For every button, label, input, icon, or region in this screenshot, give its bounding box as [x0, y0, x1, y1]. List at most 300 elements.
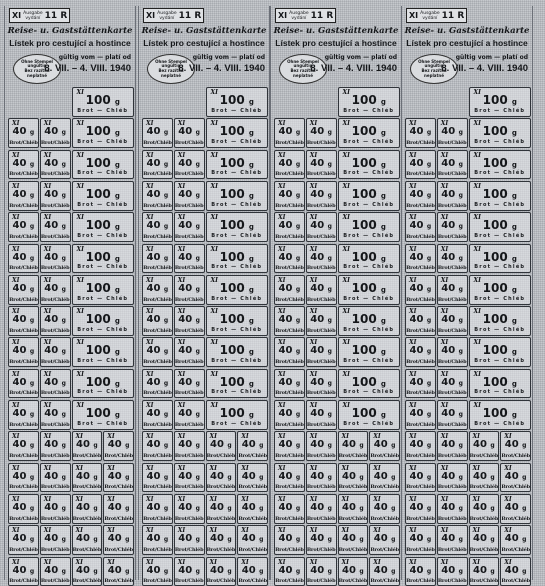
coupon-roman: XI — [146, 558, 154, 566]
coupon-amount: 40 g — [409, 345, 432, 357]
coupon-100g — [206, 369, 269, 399]
coupon-40g — [40, 369, 71, 399]
coupon-roman: XI — [76, 151, 84, 159]
coupon-label: Brot/Chléb — [501, 578, 530, 585]
coupon-label: Brot — Chléb — [474, 264, 526, 271]
coupon-roman: XI — [177, 245, 186, 253]
coupon-unit: g — [227, 567, 232, 575]
coupon-label: Brot/Chléb — [174, 140, 204, 147]
coupon-40g — [274, 306, 305, 336]
coupon-amount: 40 g — [241, 533, 264, 545]
coupon-amount: 40 g — [278, 220, 301, 232]
coupon-unit: g — [490, 567, 495, 575]
coupon-40g — [500, 431, 531, 461]
coupon-label: Brot — Chléb — [343, 358, 395, 365]
coupon-amount: 40 g — [441, 251, 463, 263]
coupon-amount: 40 g — [278, 470, 301, 482]
coupon-label: Brot/Chléb — [174, 171, 204, 178]
coupon-amount: 40 g — [12, 188, 35, 200]
coupon-roman: XI — [76, 370, 84, 378]
coupon-amount: 100 g — [482, 93, 517, 107]
coupon-40g — [274, 400, 305, 430]
coupon-amount: 100 g — [219, 249, 254, 264]
coupon-amount: 40 g — [146, 157, 169, 169]
coupon-unit: g — [227, 473, 232, 481]
coupon-label: Brot/Chléb — [72, 453, 102, 460]
coupon-label: Brot — Chléb — [211, 420, 263, 427]
coupon-amount: 100 g — [85, 249, 120, 264]
coupon-40g — [437, 557, 468, 586]
title-german: Reise- u. Gaststättenkarte — [141, 26, 267, 36]
coupon-amount: 40 g — [409, 251, 432, 263]
coupon-unit: g — [195, 317, 200, 325]
coupon-amount: 40 g — [373, 533, 396, 545]
coupon-label: Brot — Chléb — [77, 295, 129, 302]
coupon-label: Brot/Chléb — [238, 484, 267, 491]
coupon-unit: g — [259, 536, 264, 544]
edition-label-cs: vydání — [291, 15, 307, 21]
coupon-label: Brot/Chléb — [104, 484, 133, 491]
coupon-label: Brot/Chléb — [306, 359, 336, 366]
coupon-label: Brot — Chléb — [474, 170, 526, 177]
coupon-unit: g — [163, 285, 169, 293]
coupon-amount: 40 g — [441, 220, 463, 232]
coupon-unit: g — [114, 98, 120, 106]
coupon-amount: 100 g — [85, 124, 120, 139]
coupon-roman: XI — [146, 495, 154, 503]
edition-label-de: Ausgabe — [23, 10, 43, 16]
coupon-amount: 40 g — [12, 126, 35, 138]
coupon-unit: g — [295, 567, 301, 575]
coupon-unit: g — [114, 317, 120, 326]
coupon-amount: 40 g — [12, 157, 35, 169]
coupon-40g — [306, 494, 337, 524]
coupon-amount: 100 g — [219, 93, 254, 107]
coupon-unit: g — [295, 442, 301, 450]
coupon-roman: XI — [342, 214, 350, 222]
coupon-roman: XI — [472, 495, 480, 503]
coupon-label: Brot/Chléb — [72, 515, 102, 522]
coupon-unit: g — [125, 567, 130, 575]
coupon-unit: g — [380, 254, 386, 263]
coupon-unit: g — [295, 223, 301, 231]
coupon-unit: g — [29, 160, 35, 168]
coupon-unit: g — [490, 473, 495, 481]
coupon-roman: XI — [473, 120, 481, 128]
coupon-40g — [8, 150, 39, 180]
coupon-label: Brot/Chléb — [275, 515, 304, 522]
coupon-100g — [72, 181, 135, 211]
coupon-unit: g — [511, 160, 517, 169]
coupon-unit: g — [327, 442, 332, 450]
coupon-label: Brot/Chléb — [9, 578, 38, 585]
coupon-amount: 100 g — [85, 218, 120, 233]
coupon-label: Brot/Chléb — [40, 202, 70, 209]
coupon-unit: g — [295, 129, 301, 137]
coupon-label: Brot — Chléb — [343, 264, 395, 271]
coupon-amount: 40 g — [278, 126, 301, 138]
coupon-unit: g — [29, 504, 35, 512]
coupon-40g — [174, 150, 205, 180]
coupon-roman: XI — [373, 495, 381, 503]
coupon-roman: XI — [342, 276, 350, 284]
coupon-roman: XI — [278, 527, 286, 535]
stamp-text: ungültig — [424, 63, 444, 69]
coupon-amount: 40 g — [178, 126, 200, 138]
coupon-label: Brot/Chléb — [174, 390, 204, 397]
coupon-100g — [469, 212, 532, 242]
coupon-label: Brot — Chléb — [77, 264, 129, 271]
coupon-amount: 100 g — [351, 374, 386, 389]
coupon-roman: XI — [43, 495, 52, 503]
coupon-label: Brot/Chléb — [174, 359, 204, 366]
coupon-amount: 40 g — [310, 533, 332, 545]
ration-card — [4, 6, 136, 585]
coupon-amount: 100 g — [351, 124, 386, 139]
coupon-unit: g — [61, 285, 66, 293]
coupon-roman: XI — [409, 120, 417, 128]
coupon-unit: g — [458, 160, 463, 168]
coupon-40g — [500, 494, 531, 524]
coupon-amount: 40 g — [278, 439, 301, 451]
coupon-100g — [469, 118, 532, 148]
coupon-roman: XI — [473, 89, 481, 96]
coupon-roman: XI — [440, 151, 449, 159]
coupon-unit: g — [458, 223, 463, 231]
coupon-label: Brot/Chléb — [306, 265, 336, 272]
coupon-40g — [437, 181, 468, 211]
coupon-roman: XI — [409, 151, 417, 159]
coupon-label: Brot/Chléb — [9, 421, 38, 428]
coupon-amount: 100 g — [219, 186, 254, 201]
coupon-roman: XI — [341, 464, 349, 472]
coupon-40g — [174, 400, 205, 430]
coupon-roman: XI — [210, 151, 218, 159]
coupon-roman: XI — [107, 527, 115, 535]
coupon-label: Brot/Chléb — [437, 140, 467, 147]
coupon-unit: g — [195, 442, 200, 450]
coupon-label: Brot — Chléb — [343, 107, 395, 114]
validity-label: gültig vom — platí od — [324, 54, 397, 61]
coupon-label: Brot/Chléb — [143, 202, 172, 209]
coupon-100g — [72, 275, 135, 305]
coupon-40g — [437, 400, 468, 430]
coupon-amount: 40 g — [409, 439, 432, 451]
coupon-100g — [338, 118, 401, 148]
coupon-40g — [237, 557, 268, 586]
coupon-amount: 40 g — [278, 376, 301, 388]
coupon-unit: g — [114, 254, 120, 263]
coupon-label: Brot — Chléb — [343, 326, 395, 333]
coupon-40g — [174, 463, 205, 493]
coupon-amount: 40 g — [210, 501, 232, 513]
coupon-roman: XI — [76, 120, 84, 128]
coupon-unit: g — [163, 223, 169, 231]
coupon-label: Brot/Chléb — [275, 359, 304, 366]
coupon-amount: 40 g — [441, 564, 463, 576]
coupon-label: Brot/Chléb — [406, 484, 435, 491]
coupon-amount: 40 g — [146, 408, 169, 419]
coupon-unit: g — [511, 129, 517, 138]
coupon-roman: XI — [473, 308, 481, 316]
coupon-40g — [40, 212, 71, 242]
card-header — [139, 6, 269, 84]
coupon-unit: g — [248, 379, 254, 388]
coupon-label: Brot — Chléb — [211, 107, 263, 114]
coupon-amount: 100 g — [482, 124, 517, 139]
coupon-unit: g — [522, 442, 527, 450]
coupon-roman: XI — [440, 339, 449, 347]
coupon-unit: g — [114, 411, 120, 419]
coupon-roman: XI — [309, 558, 318, 566]
coupon-roman: XI — [504, 433, 512, 441]
coupon-40g — [206, 463, 237, 493]
coupon-roman: XI — [373, 558, 381, 566]
coupon-40g — [306, 337, 337, 367]
coupon-amount: 40 g — [473, 564, 495, 576]
coupon-40g — [500, 525, 531, 555]
coupon-unit: g — [163, 254, 169, 262]
coupon-40g — [174, 306, 205, 336]
coupon-100g — [469, 275, 532, 305]
coupon-100g — [469, 306, 532, 336]
coupon-unit: g — [29, 191, 35, 199]
coupon-label: Brot/Chléb — [370, 546, 399, 553]
edition-label-cs: vydání — [422, 15, 438, 21]
edition-numeral: XI — [12, 11, 22, 20]
coupon-unit: g — [163, 442, 169, 450]
coupon-amount: 40 g — [146, 188, 169, 200]
coupon-amount: 40 g — [44, 533, 66, 545]
coupon-roman: XI — [146, 182, 154, 190]
coupon-unit: g — [114, 223, 120, 232]
coupon-40g — [8, 275, 39, 305]
ration-card — [401, 6, 533, 585]
coupon-40g — [500, 557, 531, 586]
coupon-roman: XI — [440, 182, 449, 190]
coupon-label: Brot — Chléb — [474, 326, 526, 333]
edition-numeral: XI — [409, 11, 419, 20]
coupon-unit: g — [359, 473, 364, 481]
coupon-unit: g — [359, 567, 364, 575]
coupon-unit: g — [163, 191, 169, 199]
coupon-label: Brot/Chléb — [275, 390, 304, 397]
coupon-40g — [405, 557, 436, 586]
coupon-roman: XI — [473, 276, 481, 284]
coupon-roman: XI — [504, 527, 512, 535]
coupon-unit: g — [426, 567, 432, 575]
coupon-100g — [206, 306, 269, 336]
stamp-text: Bez razítka — [421, 68, 447, 73]
coupon-label: Brot/Chléb — [143, 233, 172, 240]
coupon-label: Brot — Chléb — [77, 358, 129, 365]
coupon-unit: g — [295, 317, 301, 325]
coupon-amount: 40 g — [278, 345, 301, 357]
coupon-unit: g — [295, 504, 301, 512]
coupon-100g — [469, 87, 532, 117]
coupon-amount: 40 g — [441, 345, 463, 357]
coupon-amount: 40 g — [12, 220, 35, 232]
coupon-roman: XI — [309, 245, 318, 253]
coupon-unit: g — [327, 129, 332, 137]
coupon-unit: g — [327, 536, 332, 544]
coupon-amount: 40 g — [178, 157, 200, 169]
coupon-40g — [369, 463, 400, 493]
coupon-unit: g — [114, 160, 120, 169]
stamp-text: Ohne Stempel — [21, 58, 53, 64]
coupon-40g — [306, 400, 337, 430]
coupon-label: Brot — Chléb — [211, 358, 263, 365]
coupon-40g — [72, 525, 103, 555]
coupon-100g — [206, 212, 269, 242]
coupon-unit: g — [511, 379, 517, 388]
coupon-unit: g — [227, 536, 232, 544]
coupon-amount: 40 g — [178, 533, 200, 545]
coupon-label: Brot/Chléb — [174, 453, 204, 460]
coupon-40g — [405, 337, 436, 367]
coupon-amount: 40 g — [76, 470, 98, 482]
coupon-amount: 40 g — [473, 439, 495, 451]
coupon-amount: 40 g — [310, 564, 332, 576]
coupon-40g — [274, 337, 305, 367]
coupon-roman: XI — [43, 464, 52, 472]
coupon-roman: XI — [210, 370, 218, 378]
coupon-unit: g — [380, 223, 386, 232]
coupon-40g — [8, 212, 39, 242]
coupon-roman: XI — [76, 214, 84, 222]
coupon-unit: g — [458, 442, 463, 450]
coupon-amount: 40 g — [12, 470, 35, 482]
coupon-label: Brot/Chléb — [406, 546, 435, 553]
coupon-amount: 40 g — [441, 314, 463, 326]
coupon-unit: g — [61, 504, 66, 512]
coupon-unit: g — [195, 285, 200, 293]
coupon-roman: XI — [12, 120, 20, 128]
coupon-roman: XI — [75, 527, 83, 535]
coupon-label: Brot/Chléb — [437, 515, 467, 522]
coupon-roman: XI — [12, 558, 20, 566]
coupon-amount: 100 g — [219, 374, 254, 389]
coupon-label: Brot/Chléb — [143, 359, 172, 366]
coupon-roman: XI — [146, 308, 154, 316]
coupon-amount: 100 g — [85, 343, 120, 358]
coupon-unit: g — [248, 191, 254, 200]
coupon-unit: g — [426, 442, 432, 450]
coupon-roman: XI — [241, 433, 249, 441]
coupon-40g — [40, 463, 71, 493]
coupon-amount: 40 g — [473, 501, 495, 513]
coupon-amount: 100 g — [219, 343, 254, 358]
coupon-label: Brot — Chléb — [474, 295, 526, 302]
coupon-roman: XI — [409, 308, 417, 316]
coupon-40g — [306, 306, 337, 336]
coupon-label: Brot/Chléb — [306, 140, 336, 147]
coupon-label: Brot/Chléb — [306, 202, 336, 209]
coupon-unit: g — [61, 442, 66, 450]
coupon-label: Brot/Chléb — [9, 515, 38, 522]
coupon-40g — [437, 337, 468, 367]
coupon-100g — [72, 244, 135, 274]
coupon-100g — [72, 150, 135, 180]
coupon-unit: g — [163, 411, 169, 418]
coupon-amount: 40 g — [409, 501, 432, 513]
coupon-unit: g — [458, 129, 463, 137]
coupon-amount: 40 g — [210, 564, 232, 576]
coupon-amount: 40 g — [441, 188, 463, 200]
coupon-amount: 100 g — [482, 249, 517, 264]
coupon-unit: g — [227, 504, 232, 512]
coupon-40g — [469, 431, 500, 461]
coupon-amount: 40 g — [44, 345, 66, 357]
coupon-unit: g — [380, 191, 386, 200]
stamp-text: neplatné — [424, 72, 444, 78]
coupon-unit: g — [248, 348, 254, 357]
coupon-label: Brot — Chléb — [474, 201, 526, 208]
coupon-roman: XI — [409, 339, 417, 347]
coupon-40g — [142, 463, 173, 493]
coupon-unit: g — [458, 191, 463, 199]
coupon-roman: XI — [241, 495, 249, 503]
edition-tag — [406, 8, 467, 23]
coupon-label: Brot/Chléb — [406, 421, 435, 428]
edition-numeral: XI — [278, 11, 288, 20]
coupon-unit: g — [248, 317, 254, 326]
coupon-amount: 40 g — [107, 564, 130, 576]
coupon-label: Brot/Chléb — [40, 233, 70, 240]
coupon-label: Brot — Chléb — [211, 326, 263, 333]
coupon-roman: XI — [210, 245, 218, 253]
coupon-unit: g — [114, 129, 120, 138]
coupon-roman: XI — [440, 308, 449, 316]
coupon-label: Brot — Chléb — [211, 295, 263, 302]
coupon-roman: XI — [76, 182, 84, 190]
coupon-roman: XI — [210, 120, 218, 128]
coupon-amount: 40 g — [409, 220, 432, 232]
coupon-unit: g — [380, 411, 386, 419]
coupon-label: Brot/Chléb — [104, 515, 133, 522]
coupon-amount: 40 g — [409, 376, 432, 388]
coupon-amount: 40 g — [178, 251, 200, 263]
coupon-amount: 40 g — [278, 501, 301, 513]
coupon-100g — [72, 337, 135, 367]
ration-card — [270, 6, 402, 585]
coupon-roman: XI — [409, 402, 417, 409]
coupon-label: Brot — Chléb — [343, 139, 395, 146]
coupon-roman: XI — [504, 558, 512, 566]
coupon-amount: 40 g — [146, 314, 169, 326]
coupon-roman: XI — [12, 402, 20, 409]
coupon-unit: g — [195, 379, 200, 387]
stamp-text: neplatné — [293, 72, 313, 78]
coupon-40g — [338, 557, 369, 586]
coupon-label: Brot/Chléb — [40, 546, 70, 553]
coupon-unit: g — [163, 129, 169, 137]
coupon-roman: XI — [210, 89, 218, 96]
coupon-label: Brot/Chléb — [306, 233, 336, 240]
coupon-40g — [8, 244, 39, 274]
ration-card — [138, 6, 270, 585]
edition-tag — [143, 8, 204, 23]
coupon-roman: XI — [309, 402, 318, 409]
coupon-roman: XI — [309, 214, 318, 222]
coupon-unit: g — [359, 536, 364, 544]
coupon-100g — [72, 118, 135, 148]
coupon-label: Brot/Chléb — [275, 421, 304, 428]
coupon-40g — [237, 494, 268, 524]
stamp-text: Bez razítka — [24, 68, 50, 73]
coupon-label: Brot/Chléb — [437, 233, 467, 240]
coupon-roman: XI — [209, 558, 217, 566]
